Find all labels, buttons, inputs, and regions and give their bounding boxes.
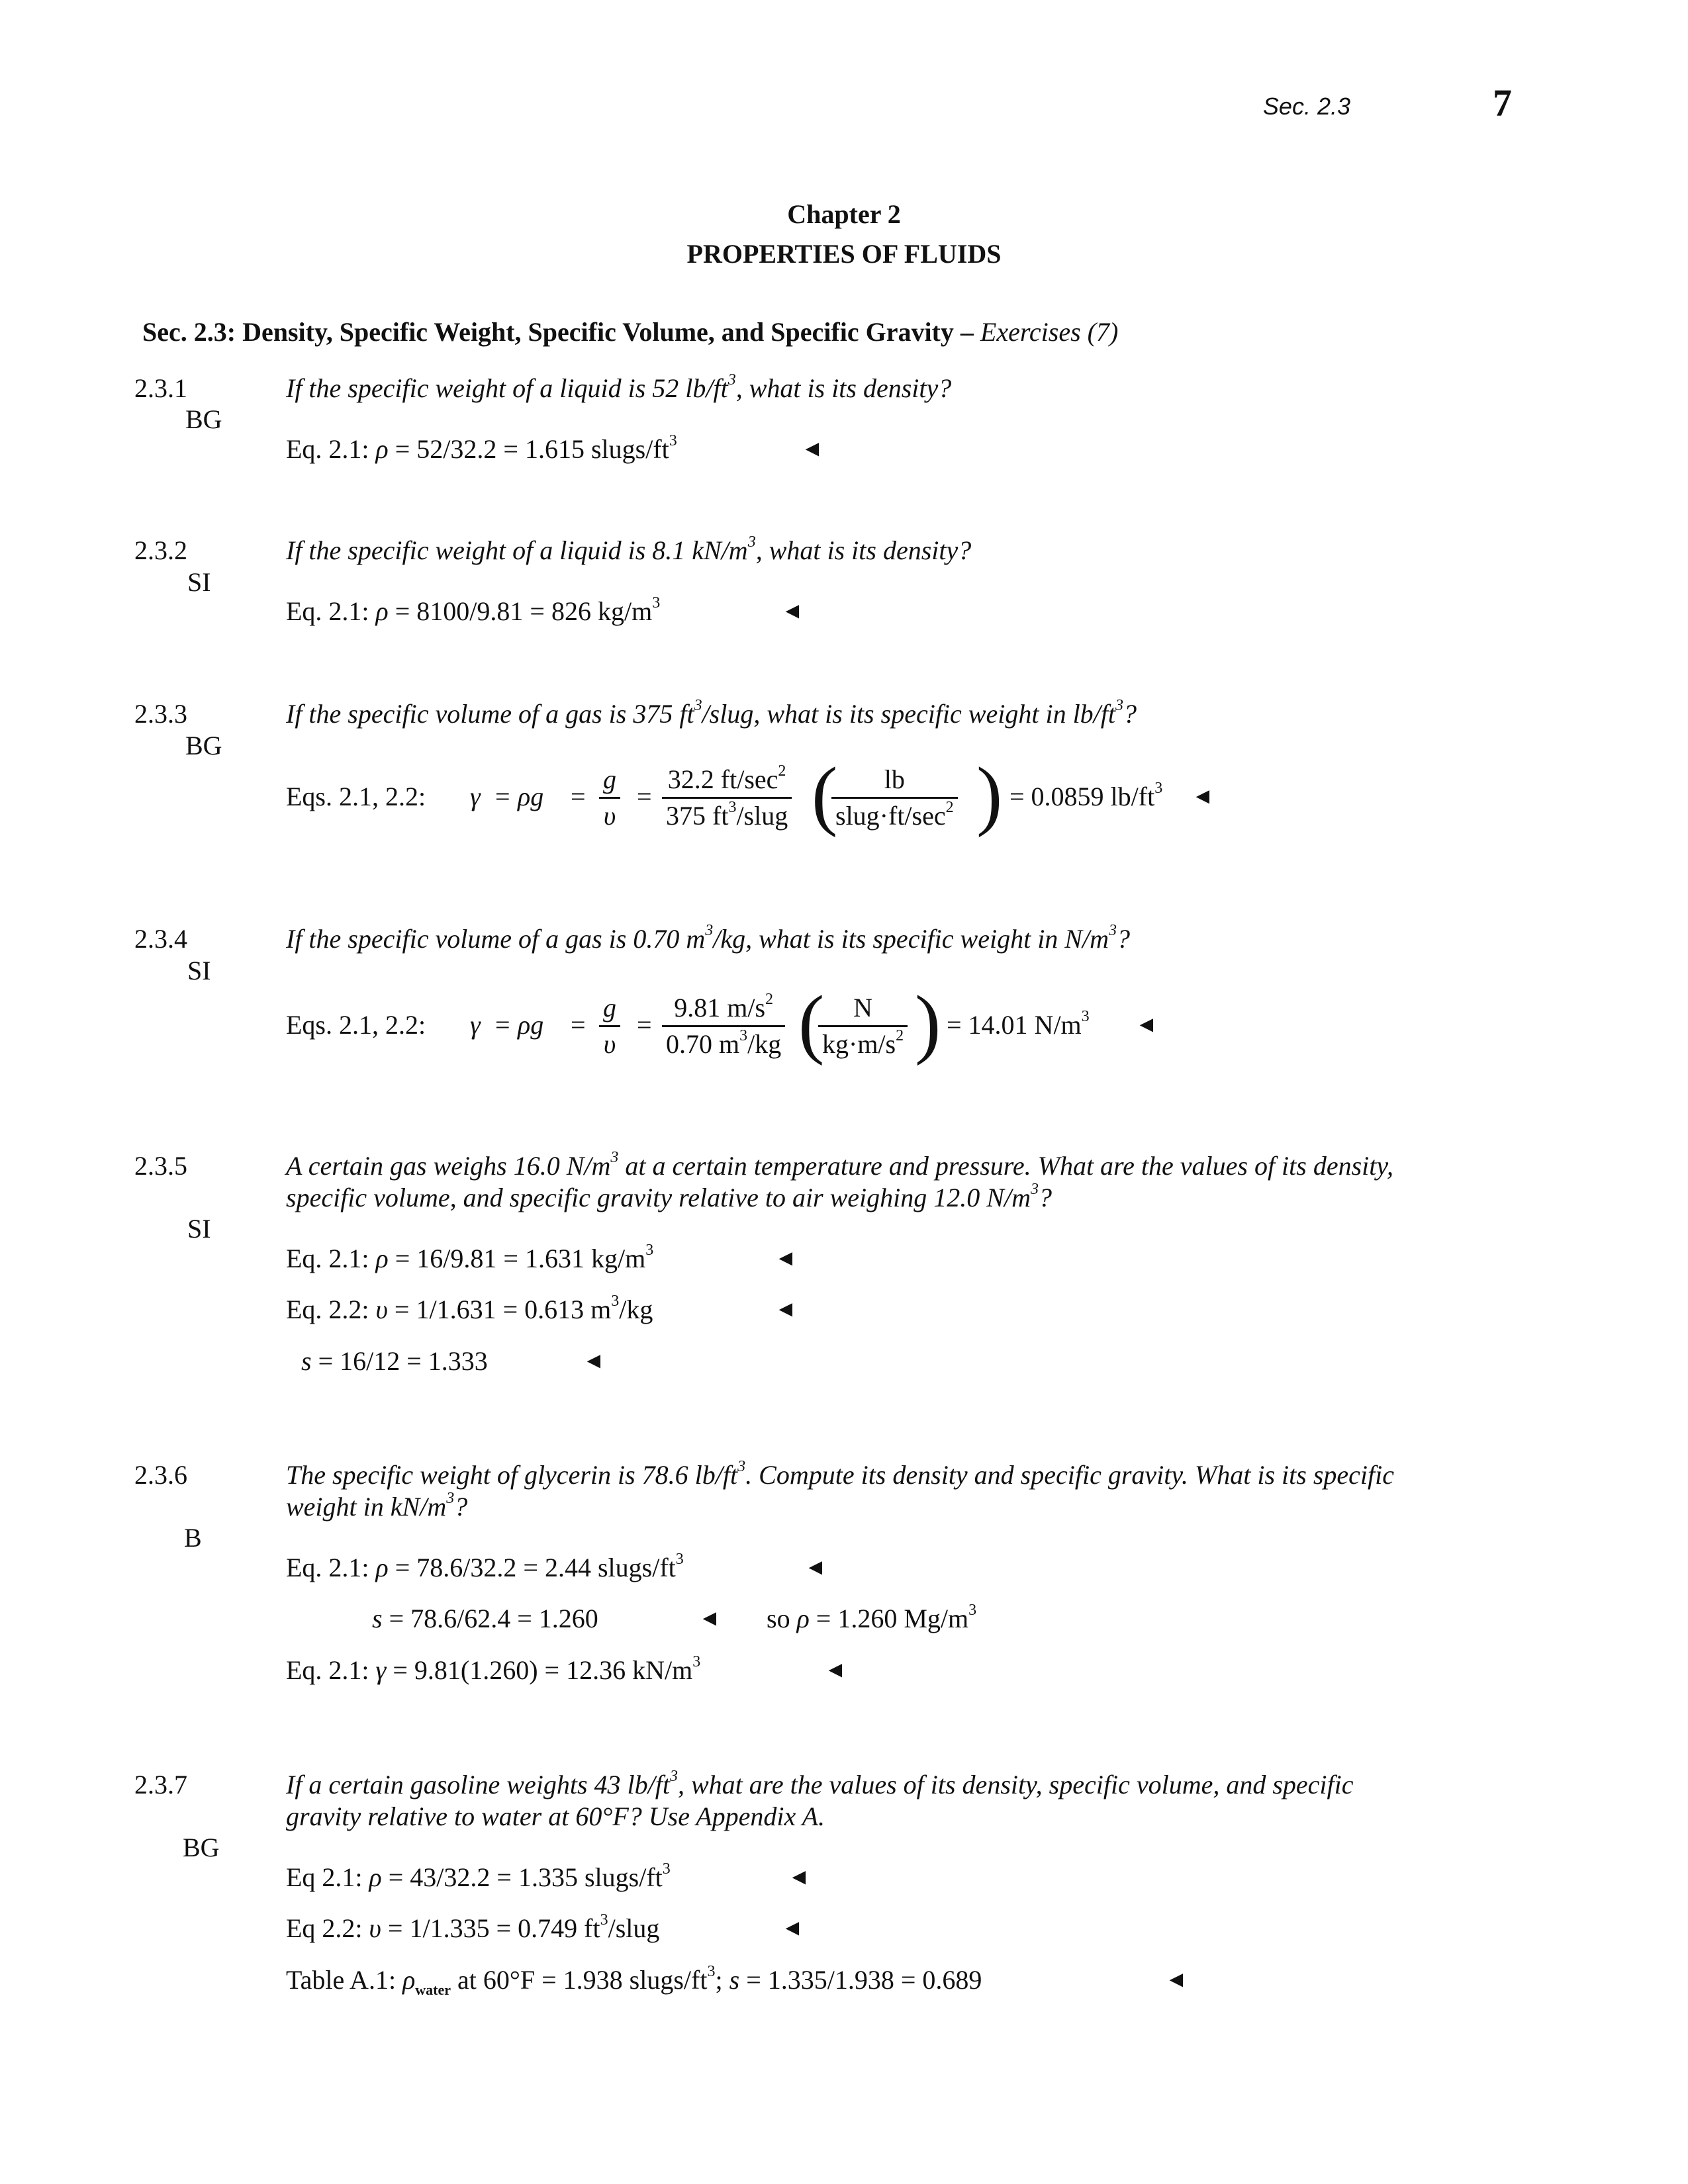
- result-2-3-4: = 14.01 $N/m^3$: [947, 1007, 1090, 1040]
- problem-id-2-3-4: 2.3.4: [134, 924, 187, 954]
- equation-2-3-1: Eq. 2.1: ρ = 52/32.2 = 1.615 slugs/$ft^3$: [286, 432, 677, 464]
- fraction-gravity-over-volume: $\frac{9.81 m/s^2}{0.70 m^3/kg}$: [662, 991, 785, 1062]
- fraction-unit-conversion: $\frac{N}{kg\cdot m/s^2}$: [818, 991, 908, 1062]
- rho-g-symbol: ρg: [518, 1010, 544, 1040]
- unit-tag-2-3-2: SI: [187, 567, 211, 597]
- left-paren-icon: (: [812, 751, 838, 838]
- rho-g-symbol: ρg: [518, 782, 544, 811]
- equals-sign: =: [495, 1010, 510, 1040]
- page-number: 7: [1493, 81, 1512, 124]
- equation-2-3-5-specific-volume: Eq. 2.2: υ = 1/1.631 = 0.613 $m^3/kg$: [286, 1292, 653, 1324]
- equation-2-3-2: Eq. 2.1: ρ = 8100/9.81 = 826 $kg/m^3$: [286, 594, 661, 626]
- left-paren-icon: (: [798, 979, 825, 1066]
- problem-id-2-3-7: 2.3.7: [134, 1770, 187, 1799]
- answer-arrow-icon: ◄: [774, 1246, 797, 1271]
- equation-2-3-6-specific-weight: Eq. 2.1: γ = 9.81(1.260) = 12.36 $kN/m^3$: [286, 1653, 701, 1685]
- answer-arrow-icon: ◄: [781, 599, 804, 623]
- problem-id-2-3-6: 2.3.6: [134, 1460, 187, 1490]
- equals-sign: =: [571, 782, 586, 811]
- equation-2-3-7-specific-gravity: Table A.1: $\rho_{water}$ at 60°F = 1.938 slugs/$ft^3$; s = 1.335/1.938 = 0.689: [286, 1962, 982, 1998]
- equation-2-3-6-si-density: so ρ = 1.260 $Mg/m^3$: [767, 1601, 977, 1633]
- problem-id-2-3-1: 2.3.1: [134, 373, 187, 403]
- equation-2-3-7-specific-volume: Eq 2.2: υ = 1/1.335 = 0.749 $ft^3$/slug: [286, 1911, 660, 1943]
- equation-label-2-3-3: Eqs. 2.1, 2.2:: [286, 782, 426, 811]
- question-2-3-3: If the specific volume of a gas is 375 $ft^3$/slug, what is its specific weight in $lb/ft^3$?: [286, 696, 1137, 729]
- unit-tag-2-3-4: SI: [187, 956, 211, 985]
- section-exercises-label: Exercises: [980, 317, 1081, 347]
- answer-arrow-icon: ◄: [788, 1865, 810, 1889]
- answer-arrow-icon: ◄: [1135, 1013, 1158, 1037]
- question-2-3-5-line-1: A certain gas weighs 16.0 $N/m^3$ at a certain temperature and pressure. What are the values of its density,: [286, 1148, 1393, 1181]
- problem-id-2-3-5: 2.3.5: [134, 1151, 187, 1181]
- question-2-3-6-line-2: weight in $kN/m^3$?: [286, 1489, 468, 1522]
- equation-2-3-5-specific-gravity: s = 16/12 = 1.333: [301, 1346, 488, 1376]
- answer-arrow-icon: ◄: [1192, 784, 1214, 809]
- section-exercise-count: (7): [1087, 317, 1119, 347]
- section-heading-text: Sec. 2.3: Density, Specific Weight, Specific Volume, and Specific Gravity –: [142, 317, 974, 347]
- equation-2-3-5-density: Eq. 2.1: ρ = 16/9.81 = 1.631 $kg/m^3$: [286, 1241, 654, 1273]
- result-2-3-3: = 0.0859 $lb/ft^3$: [1009, 779, 1163, 811]
- answer-arrow-icon: ◄: [774, 1297, 797, 1322]
- answer-arrow-icon: ◄: [781, 1916, 804, 1940]
- unit-tag-2-3-1: BG: [185, 404, 222, 434]
- answer-arrow-icon: ◄: [698, 1606, 721, 1631]
- question-2-3-1: If the specific weight of a liquid is 52 $lb/ft^3$, what is its density?: [286, 371, 952, 403]
- section-heading: [142, 316, 1118, 347]
- fraction-g-over-v: $\frac{g}{\upsilon}$: [599, 991, 620, 1062]
- equation-2-3-6-density: Eq. 2.1: ρ = 78.6/32.2 = 2.44 slugs/$ft^3$: [286, 1550, 684, 1582]
- equation-2-3-7-density: Eq 2.1: ρ = 43/32.2 = 1.335 slugs/$ft^3$: [286, 1860, 671, 1892]
- question-2-3-2: If the specific weight of a liquid is 8.1 $kN/m^3$, what is its density?: [286, 533, 972, 565]
- chapter-title: PROPERTIES OF FLUIDS: [686, 239, 1002, 269]
- fraction-gravity-over-volume: 32.2 $ft/\sec^2$ 375 $ft^3$/slug: [662, 762, 792, 833]
- gamma-symbol: γ: [470, 782, 481, 811]
- equals-sign: =: [571, 1010, 586, 1040]
- question-2-3-5-line-2: specific volume, and specific gravity relative to air weighing 12.0 $N/m^3$?: [286, 1180, 1052, 1212]
- problem-id-2-3-3: 2.3.3: [134, 699, 187, 729]
- fraction-unit-conversion: lb $slug\cdot ft/\sec^2$: [831, 762, 958, 833]
- unit-tag-2-3-6: B: [184, 1523, 202, 1553]
- chapter-number: Chapter 2: [787, 199, 901, 229]
- equation-2-3-6-specific-gravity: s = 78.6/62.4 = 1.260: [372, 1604, 598, 1633]
- question-2-3-7-line-2: gravity relative to water at 60°F? Use Appendix A.: [286, 1801, 825, 1831]
- right-paren-icon: ): [976, 751, 1003, 838]
- unit-tag-2-3-3: BG: [185, 731, 222, 760]
- gamma-symbol: γ: [470, 1010, 481, 1040]
- right-paren-icon: ): [915, 979, 941, 1066]
- fraction-g-over-v: $\frac{g}{\upsilon}$: [599, 762, 620, 833]
- running-head: Sec. 2.3: [1262, 93, 1350, 120]
- answer-arrow-icon: ◄: [583, 1349, 605, 1373]
- answer-arrow-icon: ◄: [1165, 1968, 1188, 1992]
- equation-label-2-3-4: Eqs. 2.1, 2.2:: [286, 1010, 426, 1040]
- question-2-3-6-line-1: The specific weight of glycerin is 78.6 $lb/ft^3$. Compute its density and specific gravity. What is its specific: [286, 1457, 1395, 1490]
- answer-arrow-icon: ◄: [801, 437, 823, 461]
- equals-sign: =: [637, 782, 652, 811]
- question-2-3-7-line-1: If a certain gasoline weights 43 $lb/ft^3$, what are the values of its density, specific volume, and specific: [286, 1767, 1354, 1799]
- answer-arrow-icon: ◄: [824, 1658, 847, 1682]
- unit-tag-2-3-7: BG: [183, 1833, 220, 1862]
- equals-sign: =: [495, 782, 510, 811]
- unit-tag-2-3-5: SI: [187, 1214, 211, 1244]
- question-2-3-4: If the specific volume of a gas is 0.70 $m^3/kg$, what is its specific weight in $N/m^3$?: [286, 921, 1130, 954]
- equals-sign: =: [637, 1010, 652, 1040]
- answer-arrow-icon: ◄: [804, 1555, 827, 1580]
- problem-id-2-3-2: 2.3.2: [134, 535, 187, 565]
